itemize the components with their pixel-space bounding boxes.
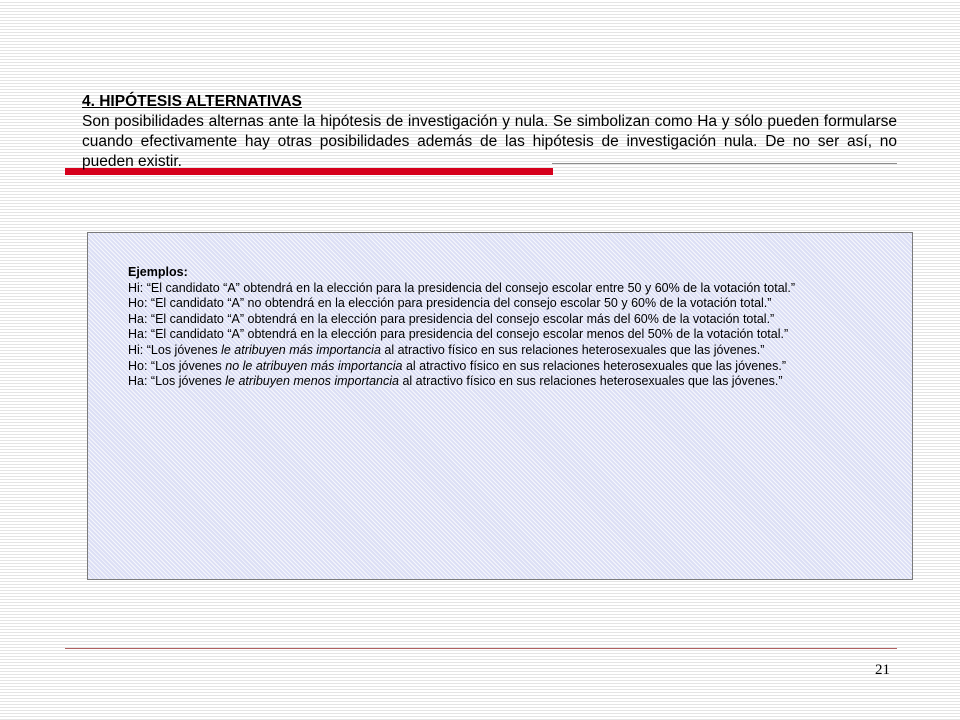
slide-content (82, 92, 897, 172)
example-suffix: al atractivo físico en sus relaciones heterosexuales que las jóvenes.” (402, 358, 787, 373)
examples-list (128, 265, 879, 390)
example-item (128, 343, 879, 359)
example-emphasis: no le atribuyen más importancia (225, 358, 403, 373)
example-item: Ha: “El candidato “A” obtendrá en la elección para presidencia del consejo escolar menos del 50% de la votación total.” (128, 327, 789, 342)
example-emphasis: le atribuyen más importancia (221, 342, 381, 357)
example-item (128, 374, 879, 390)
page-number: 21 (875, 662, 890, 678)
examples-title: Ejemplos: (128, 265, 188, 279)
example-item: Ha: “El candidato “A” obtendrá en la elección para presidencia del consejo escolar más del 60% de la votación total.” (128, 311, 775, 326)
example-prefix: Hi: “Los jóvenes (128, 342, 222, 357)
example-prefix: Ha: “Los jóvenes (128, 374, 226, 389)
examples-box (87, 232, 913, 580)
example-prefix: Ho: “Los jóvenes (128, 358, 226, 373)
example-item: Ho: “El candidato “A” no obtendrá en la elección para presidencia del consejo escolar 50 y 60% de la votación total.” (128, 296, 772, 311)
section-intro: Son posibilidades alternas ante la hipótesis de investigación y nula. Se simbolizan como Ha y sólo pueden formularse cuando efectivamente hay otras posibilidades además de las hipótesis de investigación nula. De no ser así, no pueden existir. (82, 113, 897, 170)
example-emphasis: le atribuyen menos importancia (225, 374, 399, 389)
example-item (128, 359, 879, 375)
footer-divider (65, 648, 897, 649)
section-heading: 4. HIPÓTESIS ALTERNATIVAS (82, 93, 302, 110)
example-suffix: al atractivo físico en sus relaciones heterosexuales que las jóvenes.” (380, 342, 765, 357)
example-item: Hi: “El candidato “A” obtendrá en la elección para la presidencia del consejo escolar entre 50 y 60% de la votación total.” (128, 280, 796, 295)
example-suffix: al atractivo físico en sus relaciones heterosexuales que las jóvenes.” (398, 374, 783, 389)
